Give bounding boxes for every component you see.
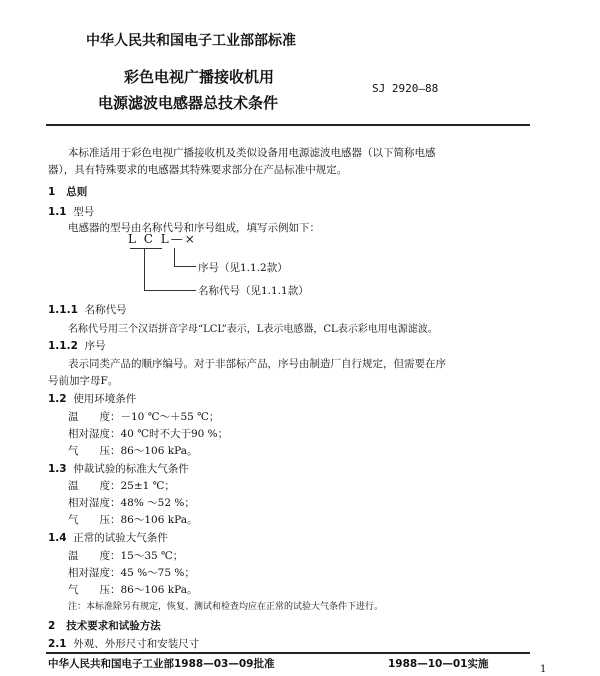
condition-value: 86～106 kPa。 bbox=[120, 584, 198, 596]
section-1-1-2-heading bbox=[48, 338, 106, 353]
diagram-label-serial: 序号（见1.1.2款） bbox=[198, 262, 288, 274]
section-1-2-heading bbox=[48, 391, 136, 406]
document-title-line2: 电源滤波电感器总技术条件 bbox=[98, 94, 279, 112]
section-number: 1.1.2 bbox=[48, 340, 78, 352]
condition-row bbox=[68, 582, 197, 597]
ministry-title: 中华人民共和国电子工业部部标准 bbox=[86, 33, 296, 49]
diagram-line-serial-horizontal bbox=[174, 266, 196, 267]
section-1-1-heading bbox=[48, 204, 94, 219]
section-number: 2 bbox=[48, 620, 56, 632]
section-1-1-text: 电感器的型号由名称代号和序号组成，填写示例如下： bbox=[68, 222, 320, 234]
section-1-1-1-heading bbox=[48, 302, 127, 317]
section-title: 型号 bbox=[73, 206, 95, 218]
model-code: L C L—× bbox=[128, 232, 197, 246]
intro-line2: 器），具有特殊要求的电感器其特殊要求部分在产品标准中规定。 bbox=[48, 164, 348, 176]
section-number: 1.4 bbox=[48, 532, 67, 544]
condition-row bbox=[68, 565, 195, 580]
condition-value: －10 ℃～＋55 ℃； bbox=[120, 411, 220, 423]
section-title: 序号 bbox=[84, 340, 106, 352]
section-number: 1 bbox=[48, 186, 56, 198]
condition-row bbox=[68, 512, 197, 527]
condition-value: 86～106 kPa。 bbox=[120, 445, 198, 457]
diagram-line-name-horizontal bbox=[144, 290, 196, 291]
condition-row bbox=[68, 426, 228, 441]
condition-row bbox=[68, 443, 197, 458]
section-title: 正常的试验大气条件 bbox=[73, 532, 168, 544]
condition-value: 25±1 ℃； bbox=[120, 480, 175, 492]
section-2-heading bbox=[48, 618, 161, 633]
condition-value: 45 %～75 %； bbox=[120, 567, 195, 579]
condition-row bbox=[68, 495, 195, 510]
section-title: 外观、外形尺寸和安装尺寸 bbox=[73, 638, 200, 650]
page-number: 1 bbox=[540, 664, 547, 675]
condition-label: 温 度： bbox=[68, 550, 121, 562]
condition-label: 气 压： bbox=[68, 584, 121, 596]
section-1-1-1-text: 名称代号用三个汉语拼音字母“LCL”表示，L表示电感器，CL表示彩电用电源滤波。 bbox=[68, 324, 438, 335]
condition-label: 气 压： bbox=[68, 445, 121, 457]
condition-row bbox=[68, 548, 183, 563]
approval-info: 中华人民共和国电子工业部1988—03—09批准 bbox=[48, 658, 275, 670]
section-number: 1.3 bbox=[48, 463, 67, 475]
condition-label: 相对湿度： bbox=[68, 428, 121, 440]
section-1-3-heading bbox=[48, 461, 189, 476]
effective-date: 1988—10—01实施 bbox=[388, 658, 489, 670]
intro-line1: 本标准适用于彩色电视广播接收机及类似设备用电源滤波电感器（以下简称电感 bbox=[68, 147, 436, 159]
section-1-4-note: 注：本标准除另有规定，恢复、测试和检查均应在正常的试验大气条件下进行。 bbox=[68, 602, 384, 612]
condition-label: 相对湿度： bbox=[68, 567, 121, 579]
condition-label: 温 度： bbox=[68, 411, 121, 423]
condition-label: 温 度： bbox=[68, 480, 121, 492]
condition-value: 86～106 kPa。 bbox=[120, 514, 198, 526]
condition-label: 气 压： bbox=[68, 514, 121, 526]
section-title: 使用环境条件 bbox=[73, 393, 137, 405]
diagram-bracket bbox=[130, 248, 162, 249]
section-1-1-2-line2: 号前加字母F。 bbox=[48, 375, 119, 387]
section-title: 总则 bbox=[66, 186, 88, 198]
diagram-line-name-vertical bbox=[144, 248, 145, 290]
section-number: 1.1 bbox=[48, 206, 67, 218]
section-1-heading bbox=[48, 184, 87, 199]
section-title: 名称代号 bbox=[84, 304, 127, 316]
section-number: 1.2 bbox=[48, 393, 67, 405]
diagram-line-serial-vertical bbox=[174, 248, 175, 266]
standard-number: SJ 2920—88 bbox=[372, 82, 439, 95]
section-number: 1.1.1 bbox=[48, 304, 78, 316]
section-title: 仲裁试验的标准大气条件 bbox=[73, 463, 189, 475]
condition-value: 48% ～52 %； bbox=[120, 497, 195, 509]
footer-rule bbox=[46, 652, 530, 654]
section-title: 技术要求和试验方法 bbox=[66, 620, 161, 632]
condition-row bbox=[68, 409, 219, 424]
diagram-label-name: 名称代号（见1.1.1款） bbox=[198, 285, 309, 297]
section-1-1-2-line1: 表示同类产品的顺序编号。对于非部标产品，序号由制造厂自行规定，但需要在序 bbox=[68, 358, 446, 370]
section-2-1-heading bbox=[48, 636, 199, 651]
section-number: 2.1 bbox=[48, 638, 67, 650]
condition-label: 相对湿度： bbox=[68, 497, 121, 509]
condition-value: 15～35 ℃； bbox=[120, 550, 184, 562]
condition-value: 40 ℃时不大于90 %； bbox=[120, 428, 229, 440]
header-rule bbox=[46, 124, 530, 126]
condition-row bbox=[68, 478, 175, 493]
document-title-line1: 彩色电视广播接收机用 bbox=[124, 68, 275, 86]
section-1-4-heading bbox=[48, 530, 168, 545]
